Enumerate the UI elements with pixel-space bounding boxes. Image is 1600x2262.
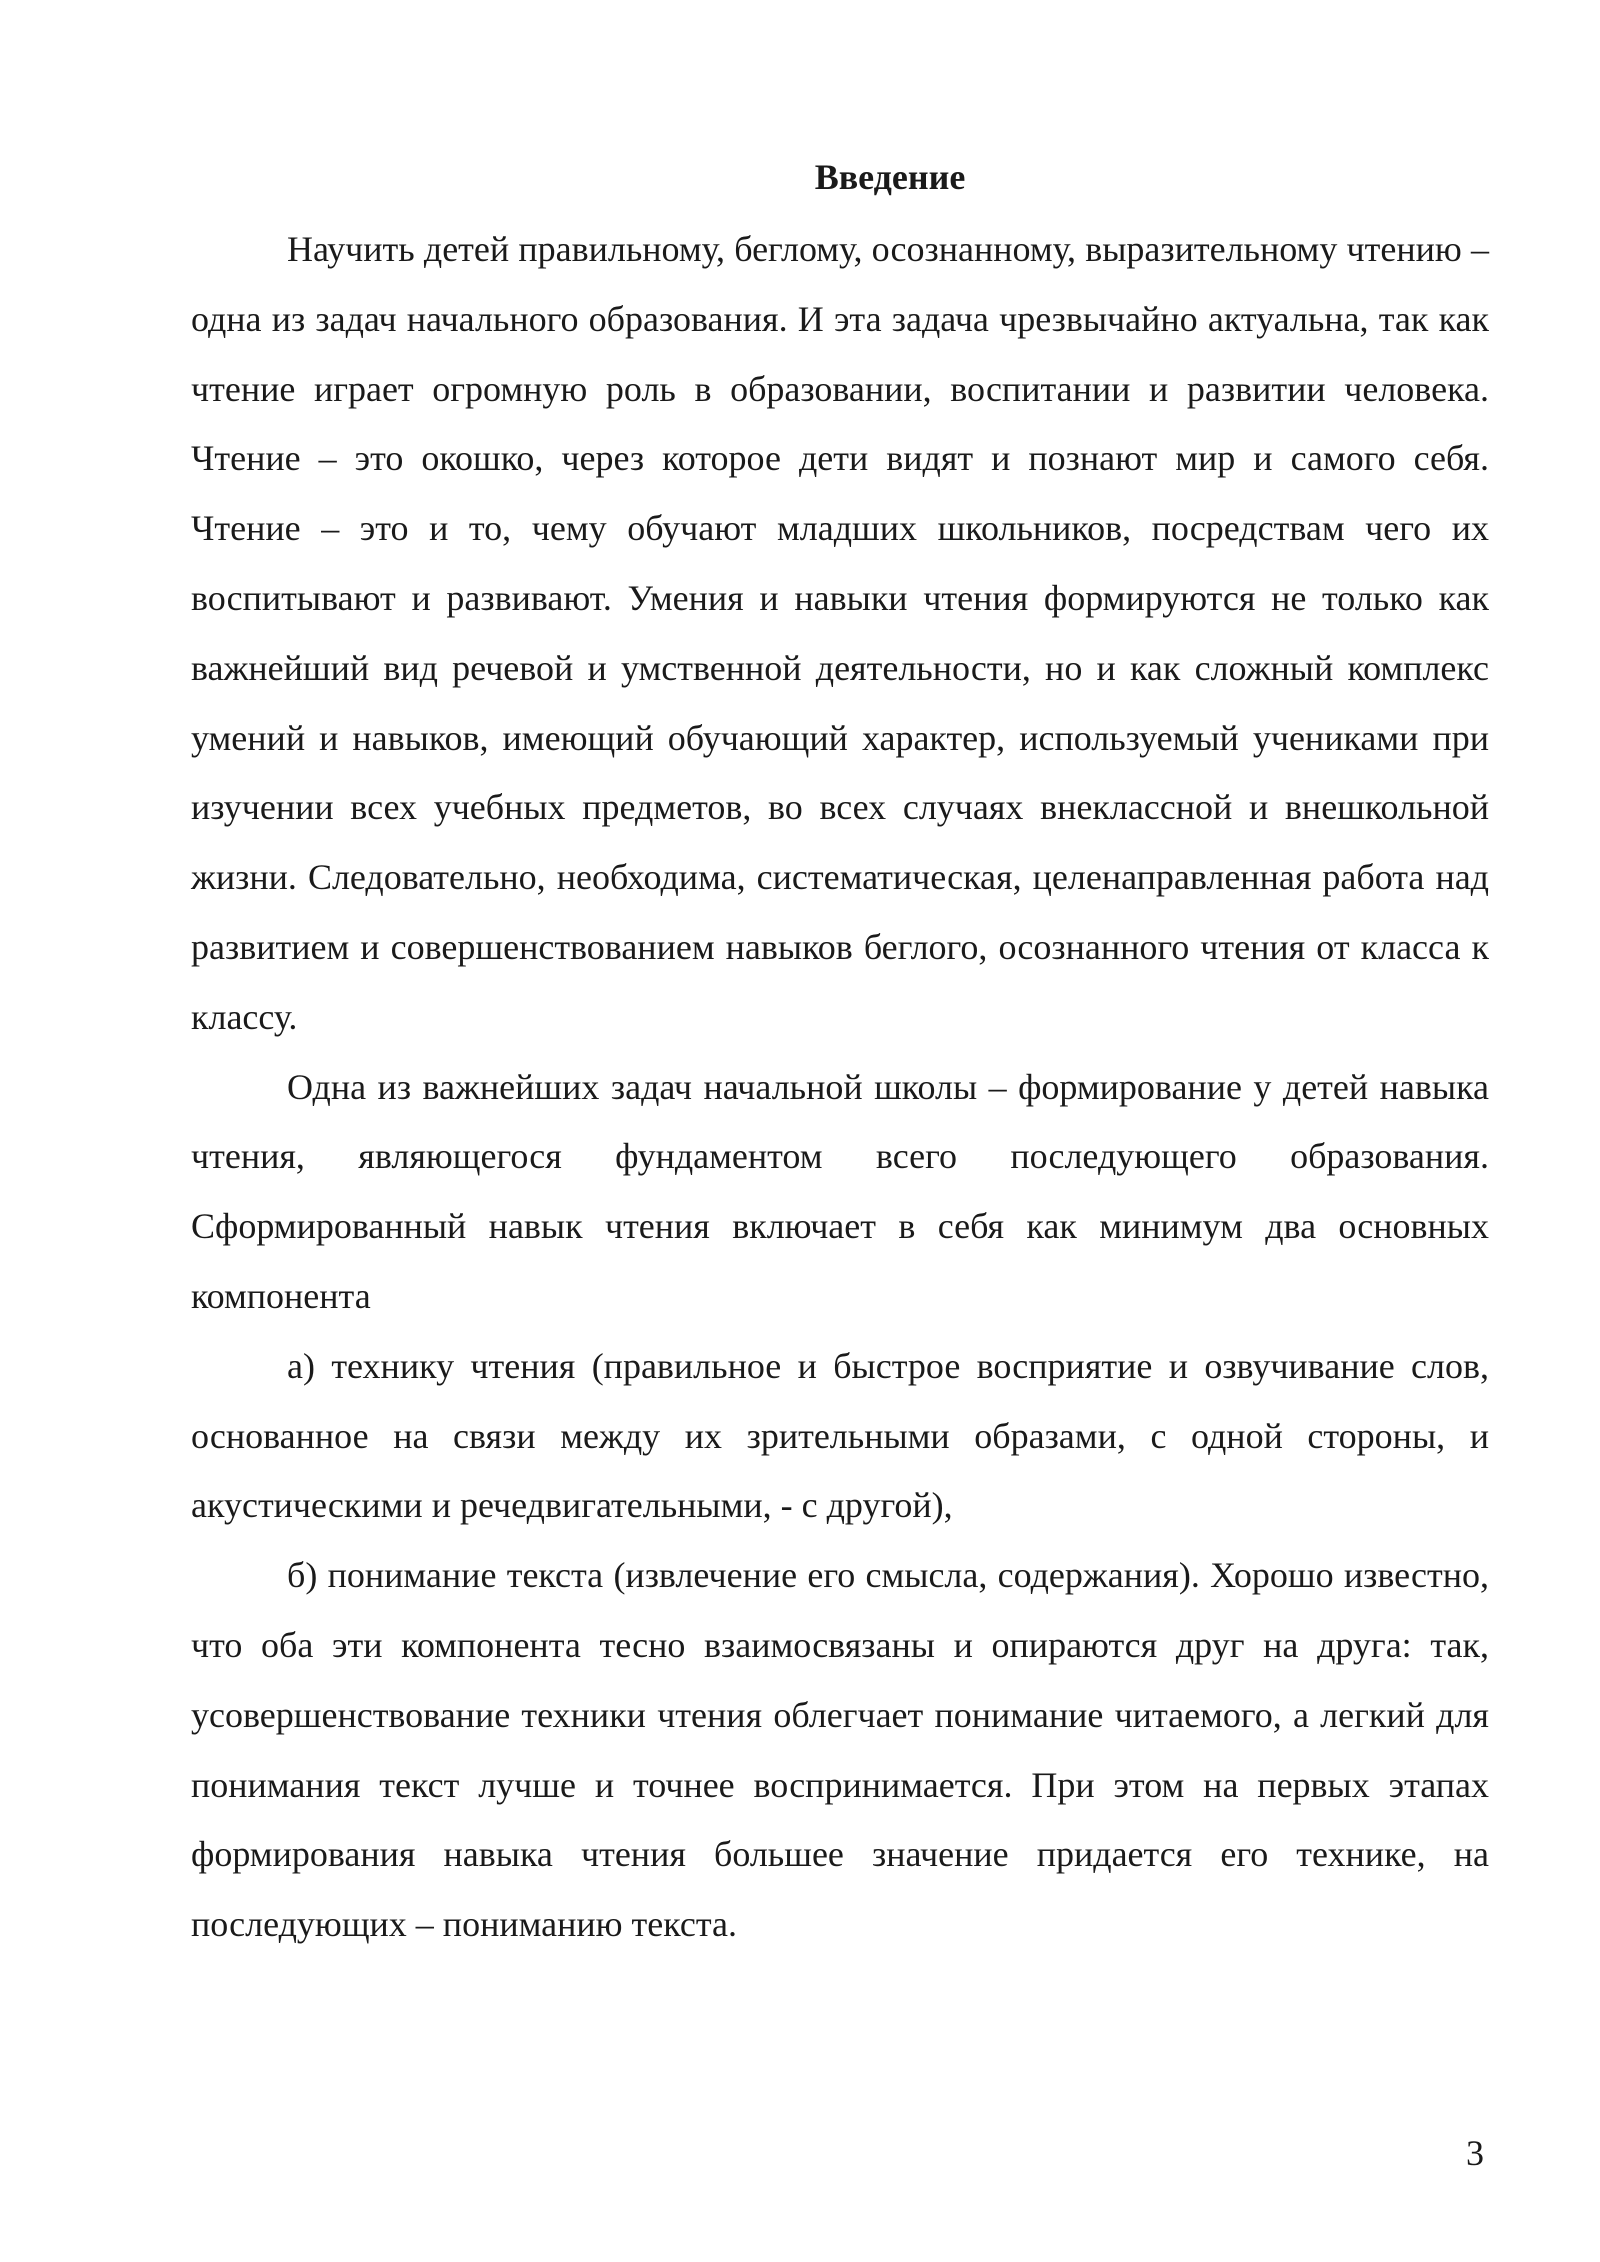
paragraph-1: Научить детей правильному, беглому, осознанному, выразительному чтению – одна из задач начального образования. И эта задача чрезвычайно актуальна, так как чтение играет огромную роль в образовании, воспитании и развитии человека. Чтение – это окошко, через которое дети видят и познают мир и самого себя. Чтение – это и то, чему обучают младших школьников, посредствам чего их воспитывают и развивают. Умения и навыки чтения формируются не только как важнейший вид речевой и умственной деятельности, но и как сложный комплекс умений и навыков, имеющий обучающий характер, используемый учениками при изучении всех учебных предметов, во всех случаях внеклассной и внешкольной жизни. Следовательно, необходима, систематическая, целенаправленная работа над развитием и совершенствованием навыков беглого, осознанного чтения от класса к классу.: [191, 229, 1489, 1037]
paragraph-3: а) технику чтения (правильное и быстрое восприятие и озвучивание слов, основанное на связи между их зрительными образами, с одной стороны, и акустическими и речедвигательными, - с другой),: [191, 1345, 1489, 1526]
paragraph-2: Одна из важнейших задач начальной школы – формирование у детей навыка чтения, являющегося фундаментом всего последующего образования. Сформированный навык чтения включает в себя как минимум два основных компонента: [191, 1066, 1489, 1316]
paragraph-4: б) понимание текста (извлечение его смысла, содержания). Хорошо известно, что оба эти компонента тесно взаимосвязаны и опираются друг на друга: так, усовершенствование техники чтения облегчает понимание читаемого, а легкий для понимания текст лучше и точнее воспринимается. При этом на первых этапах формирования навыка чтения большее значение придается его технике, на последующих – пониманию текста.: [191, 1555, 1489, 1945]
body-text: [191, 215, 1489, 1960]
page-number: 3: [1466, 2133, 1484, 2173]
section-heading: Введение: [814, 157, 966, 197]
